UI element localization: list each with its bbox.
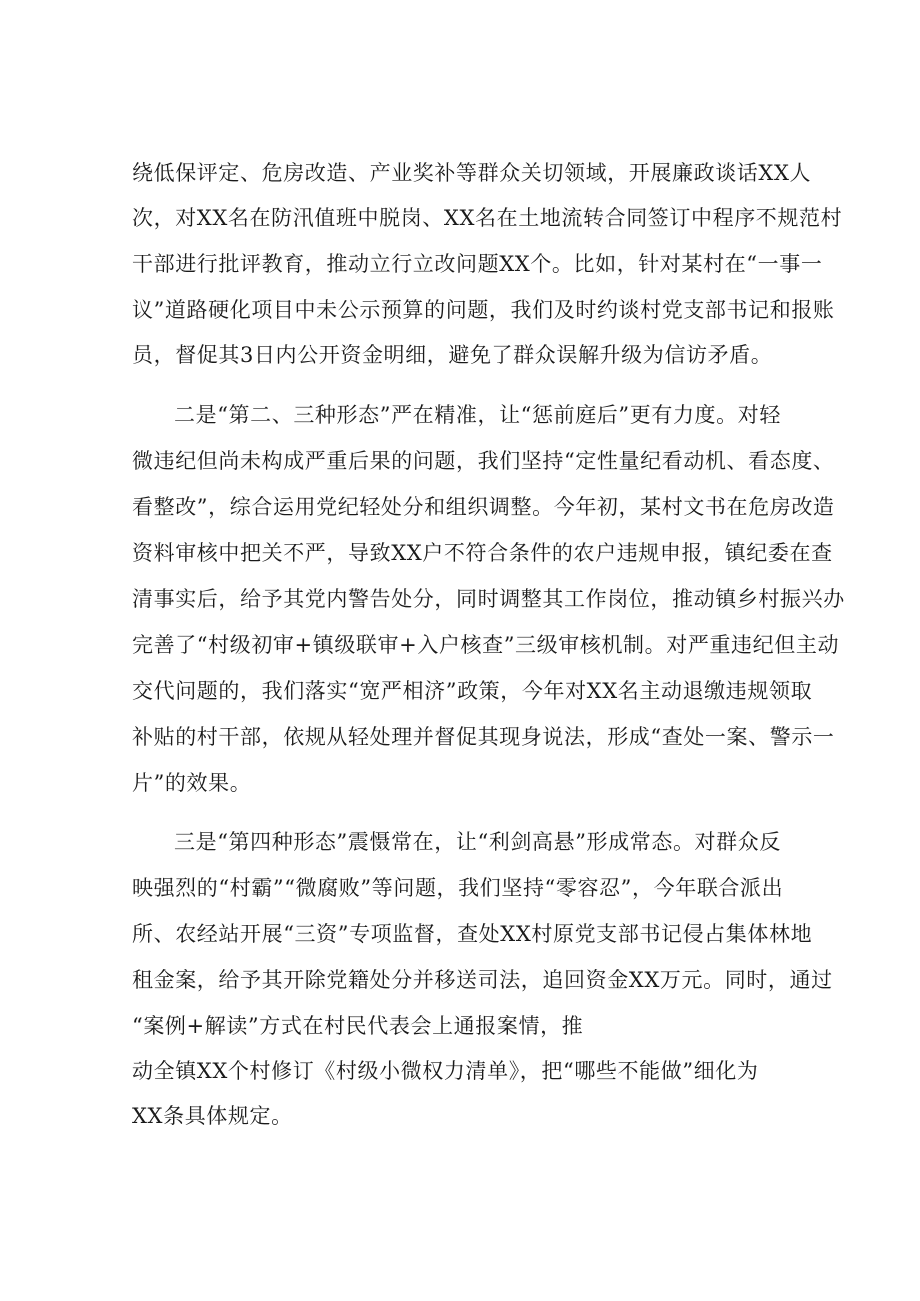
paragraph-3-first-line: 三是“第四种形态”震慑常在，让“利剑高悬”形成常态。对群众反: [174, 830, 781, 854]
text-line: 绕低保评定、危房改造、产业奖补等群众关切领域，开展廉政谈话XX人: [132, 161, 812, 185]
paragraph-2-first-line: 二是“第二、三种形态”严在精准，让“惩前庭后”更有力度。对轻: [174, 403, 781, 427]
text-line: 映强烈的“村霸”“微腐败”等问题，我们坚持“零容忍”，今年联合派出: [132, 876, 784, 900]
text-line: XX条具体规定。: [132, 1104, 293, 1128]
text-line: 微违纪但尚未构成严重后果的问题，我们坚持“定性量纪看动机、看态度、: [132, 449, 835, 473]
text-line: “案例+解读”方式在村民代表会上通报案情，推: [132, 1014, 584, 1038]
text-line: 交代问题的，我们落实“宽严相济”政策，今年对XX名主动退缴违规领取: [132, 679, 813, 703]
text-line: 清事实后，给予其党内警告处分，同时调整其工作岗位，推动镇乡村振兴办: [132, 587, 845, 611]
text-line: 所、农经站开展“三资”专项监督，查处XX村原党支部书记侵占集体林地: [132, 922, 813, 946]
text-line: 完善了“村级初审+镇级联审+入户核查”三级审核机制。对严重违纪但主动: [132, 633, 840, 657]
text-line: 员，督促其3日内公开资金明细，避免了群众误解升级为信访矛盾。: [132, 343, 773, 367]
text-line: 片”的效果。: [132, 771, 252, 795]
text-line: 动全镇XX个村修订《村级小微权力清单》，把“哪些不能做”细化为: [132, 1059, 759, 1083]
text-line: 议”道路硬化项目中未公示预算的问题，我们及时约谈村党支部书记和报账: [132, 298, 835, 322]
text-line: 补贴的村干部，依规从轻处理并督促其现身说法，形成“查处一案、警示一: [132, 725, 835, 749]
text-line: 租金案，给予其开除党籍处分并移送司法，追回资金XX万元。同时，通过: [132, 968, 833, 992]
text-line: 看整改”，综合运用党纪轻处分和组织调整。今年初，某村文书在危房改造: [132, 495, 835, 519]
text-line: 次，对XX名在防汛值班中脱岗、XX名在土地流转合同签订中程序不规范村: [132, 206, 843, 230]
text-line: 干部进行批评教育，推动立行立改问题XX个。比如，针对某村在“一事一: [132, 252, 823, 276]
text-line: 资料审核中把关不严，导致XX户不符合条件的农户违规申报，镇纪委在查: [132, 541, 833, 565]
